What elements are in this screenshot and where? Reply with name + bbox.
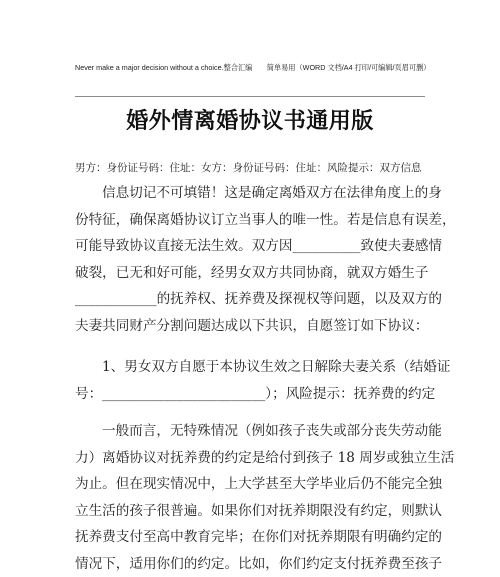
paragraph-intro: [75, 180, 430, 339]
party-info-line: 男方：身份证号码：住址：女方：身份证号码：住址：风险提示：双方信息: [75, 160, 422, 175]
header-divider: [75, 96, 425, 97]
paragraph-support-fee: [75, 418, 430, 577]
paragraph-line: 一般而言，无特殊情况（例如孩子丧失或部分丧失劳动能: [75, 418, 430, 445]
paragraph-line: 可能导致协议直接无法生效。双方因__________致使夫妻感情: [75, 233, 430, 260]
paragraph-line: 夫妻共同财产分割问题达成以下共识，自愿签订如下协议：: [75, 313, 430, 340]
paragraph-clause-1: [75, 354, 430, 407]
paragraph-line: 力）离婚协议对抚养费的约定是给付到孩子 18 周岁或独立生活: [75, 445, 430, 472]
paragraph-line: 情况下，适用你们的约定。比如，你们约定支付抚养费至孩子: [75, 551, 430, 577]
paragraph-line: 抚养费支付至高中教育完毕；在你们对抚养期限有明确约定的: [75, 524, 430, 551]
paragraph-line: 破裂，已无和好可能，经男女双方共同协商，就双方婚生子: [75, 260, 430, 287]
paragraph-line: ____________的抚养权、抚养费及探视权等问题，以及双方的: [75, 286, 430, 313]
paragraph-line: 为止。但在现实情况中，上大学甚至大学毕业后仍不能完全独: [75, 471, 430, 498]
document-title: 婚外情离婚协议书通用版: [0, 104, 500, 135]
paragraph-line: 1、男女双方自愿于本协议生效之日解除夫妻关系（结婚证: [75, 354, 430, 381]
page-header-text: Never make a major decision without a choice.整合汇编 简单易用（WORD 文档/A4 打印/可编辑/页眉可删）: [75, 63, 435, 73]
paragraph-line: 信息切记不可填错！这是确定离婚双方在法律角度上的身: [75, 180, 430, 207]
paragraph-line: 立生活的孩子很普遍。如果你们对抚养期限没有约定，则默认: [75, 498, 430, 525]
paragraph-line: 份特征，确保离婚协议订立当事人的唯一性。若是信息有误差，: [75, 207, 430, 234]
paragraph-line: 号：________________________）；风险提示：抚养费的约定: [75, 381, 430, 408]
